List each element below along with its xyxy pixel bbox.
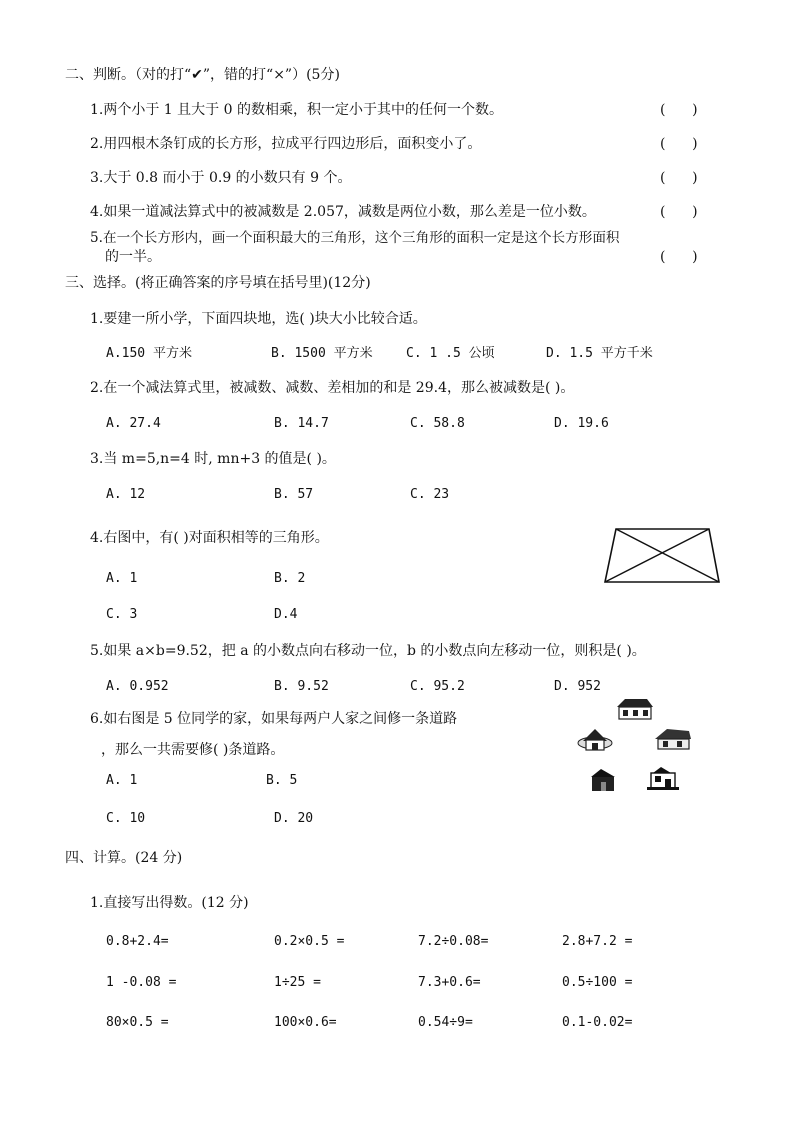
q4-option-a: A. 1 [106,571,138,586]
judge-item-2: 2.用四根木条钉成的长方形，拉成平行四边形后，面积变小了。 [90,136,482,152]
judge-item-1: 1.两个小于 1 且大于 0 的数相乘，积一定小于其中的任何一个数。 [90,102,503,118]
choice-q1: 1.要建一所小学，下面四块地，选( )块大小比较合适。 [90,311,427,327]
answer-paren-2[interactable]: ( ) [660,136,698,152]
answer-paren-4[interactable]: ( ) [660,204,698,220]
calc-item: 0.1-0.02= [562,1015,633,1030]
choice-q5: 5.如果 a×b=9.52，把 a 的小数点向右移动一位，b 的小数点向左移动一位，则积是( )。 [90,643,646,659]
judge-item-5-cont: 的一半。 [105,249,161,265]
choice-q6-cont: ，那么一共需要修( )条道路。 [101,742,285,758]
q1-option-b: B. 1500 平方米 [271,346,373,361]
q6-option-a: A. 1 [106,773,138,788]
calc-item: 1 -0.08 = [106,975,177,990]
q3-option-c: C. 23 [410,487,450,502]
q3-option-b: B. 57 [274,487,314,502]
q2-option-b: B. 14.7 [274,416,329,431]
q3-option-a: A. 12 [106,487,146,502]
choice-q6: 6.如右图是 5 位同学的家，如果每两户人家之间修一条道路 [90,711,458,727]
calc-item: 0.54÷9= [418,1015,473,1030]
q1-option-d: D. 1.5 平方千米 [546,346,653,361]
q5-option-a: A. 0.952 [106,679,169,694]
house-icon [591,769,615,791]
judge-heading: 二、判断。（对的打“✔”，错的打“×”）(5分) [65,67,340,83]
calc-item: 0.2×0.5 = [274,934,345,949]
q4-option-d: D.4 [274,607,298,622]
house-icon [647,767,679,790]
calc-item: 7.3+0.6= [418,975,481,990]
diagonal-2 [605,529,709,582]
house-icon [655,729,691,749]
q2-option-c: C. 58.8 [410,416,465,431]
q1-option-c: C. 1 .5 公顷 [406,346,495,361]
q1-option-a: A.150 平方米 [106,346,192,361]
q5-option-b: B. 9.52 [274,679,329,694]
calc-item: 7.2÷0.08= [418,934,489,949]
house-icon [578,729,612,750]
calc-item: 80×0.5 = [106,1015,169,1030]
judge-item-5: 5.在一个长方形内，画一个面积最大的三角形，这个三角形的面积一定是这个长方形面积 [90,230,620,246]
calc-item: 0.8+2.4= [106,934,169,949]
q4-option-b: B. 2 [274,571,306,586]
q4-option-c: C. 3 [106,607,138,622]
calc-subheading: 1.直接写出得数。(12 分) [90,895,249,911]
q2-option-d: D. 19.6 [554,416,609,431]
calc-heading: 四、计算。(24 分) [65,850,183,866]
answer-paren-3[interactable]: ( ) [660,170,698,186]
diagonal-1 [616,529,719,582]
calc-item: 100×0.6= [274,1015,337,1030]
q6-option-b: B. 5 [266,773,298,788]
q5-option-c: C. 95.2 [410,679,465,694]
choice-q2: 2.在一个减法算式里，被减数、减数、差相加的和是 29.4，那么被减数是( )。 [90,380,575,396]
choice-q3: 3.当 m=5,n=4 时, mn+3 的值是( )。 [90,451,336,467]
house-icon [617,699,653,719]
q6-option-d: D. 20 [274,811,314,826]
q6-option-c: C. 10 [106,811,146,826]
q5-option-d: D. 952 [554,679,601,694]
answer-paren-1[interactable]: ( ) [660,102,698,118]
q2-option-a: A. 27.4 [106,416,161,431]
calc-item: 0.5÷100 = [562,975,633,990]
choice-heading: 三、选择。(将正确答案的序号填在括号里)(12分) [65,275,371,291]
trapezoid-figure [603,528,721,584]
calc-item: 2.8+7.2 = [562,934,633,949]
calc-item: 1÷25 = [274,975,321,990]
judge-item-4: 4.如果一道减法算式中的被减数是 2.057，减数是两位小数，那么差是一位小数。 [90,204,596,220]
judge-item-3: 3.大于 0.8 而小于 0.9 的小数只有 9 个。 [90,170,352,186]
answer-paren-5[interactable]: ( ) [660,249,698,265]
five-houses-figure [577,697,693,797]
choice-q4: 4.右图中，有( )对面积相等的三角形。 [90,530,329,546]
